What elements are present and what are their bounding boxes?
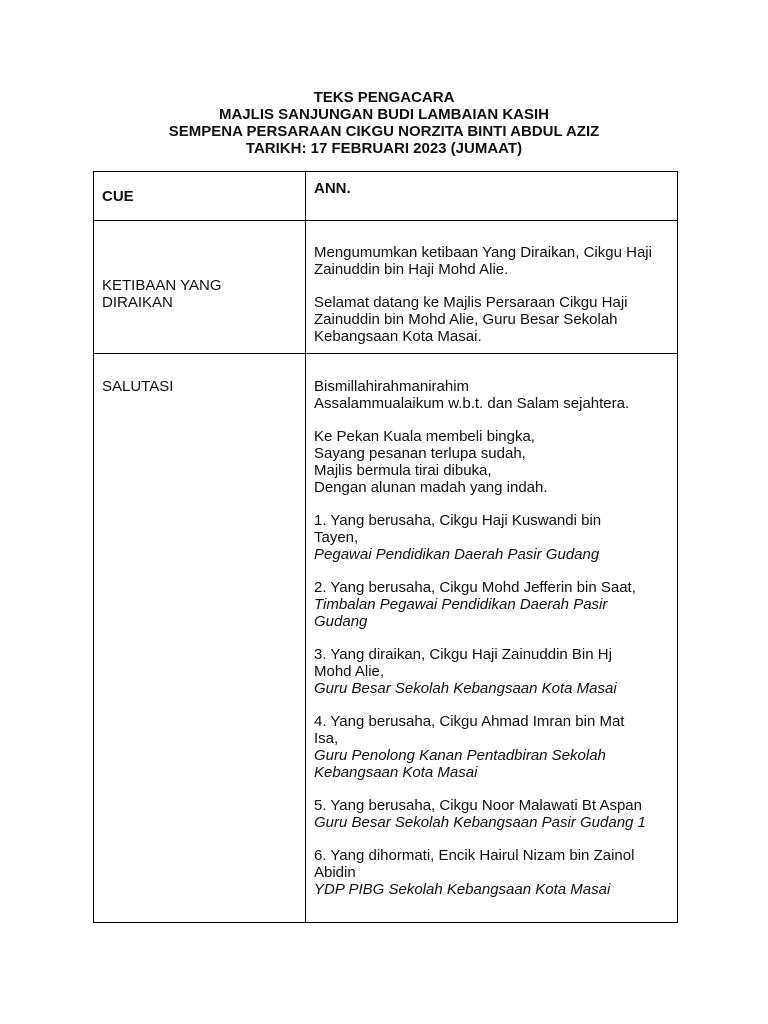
header-event-name: MAJLIS SANJUNGAN BUDI LAMBAIAN KASIH (218, 106, 549, 123)
ann-cell (306, 354, 678, 923)
ann-line: Zainuddin bin Mohd Alie, Guru Besar Sekolah (314, 311, 618, 328)
script-table (93, 171, 678, 923)
salutation-role: Gudang (314, 613, 368, 630)
ann-line: Sayang pesanan terlupa sudah, (314, 445, 526, 462)
ann-line: Majlis bermula tirai dibuka, (314, 462, 492, 479)
ann-paragraph (314, 294, 669, 345)
cue-text: KETIBAAN YANG (102, 277, 222, 294)
salutation-role: Kebangsaan Kota Masai (314, 764, 478, 781)
ann-line: Bismillahirahmanirahim (314, 378, 470, 395)
cue-text: SALUTASI (102, 378, 174, 395)
salutation-item (314, 797, 669, 831)
salutation-name: 5. Yang berusaha, Cikgu Noor Malawati Bt Aspan (314, 797, 642, 814)
ann-line: Assalammualaikum w.b.t. dan Salam sejahtera. (314, 395, 630, 412)
cue-cell (94, 221, 306, 354)
ann-line: Selamat datang ke Majlis Persaraan Cikgu Haji (314, 294, 628, 311)
table-header-row (94, 172, 678, 221)
column-header-cue: CUE (94, 172, 306, 221)
salutation-name: Abidin (314, 864, 356, 881)
column-header-ann: ANN. (306, 172, 678, 221)
salutation-name: Tayen, (314, 529, 359, 546)
salutation-role: Guru Besar Sekolah Kebangsaan Kota Masai (314, 680, 617, 697)
header-date: TARIKH: 17 FEBRUARI 2023 (JUMAAT) (245, 140, 523, 157)
salutation-role: Pegawai Pendidikan Daerah Pasir Gudang (314, 546, 600, 563)
cue-cell (94, 354, 306, 923)
ann-line: Ke Pekan Kuala membeli bingka, (314, 428, 535, 445)
salutation-item (314, 579, 669, 630)
table-row (94, 221, 678, 354)
salutation-name: 3. Yang diraikan, Cikgu Haji Zainuddin Bin Hj (314, 646, 612, 663)
salutation-name: 1. Yang berusaha, Cikgu Haji Kuswandi bin (314, 512, 602, 529)
salutation-item (314, 713, 669, 781)
pantun-paragraph (314, 428, 669, 496)
header-occasion: SEMPENA PERSARAAN CIKGU NORZITA BINTI ABDUL AZIZ (168, 123, 600, 140)
ann-line: Dengan alunan madah yang indah. (314, 479, 548, 496)
ann-paragraph (314, 244, 669, 278)
ann-line: Zainuddin bin Haji Mohd Alie. (314, 261, 509, 278)
salutation-name: Mohd Alie, (314, 663, 385, 680)
greeting-paragraph (314, 378, 669, 412)
ann-cell (306, 221, 678, 354)
salutation-role: Guru Besar Sekolah Kebangsaan Pasir Gudang 1 (314, 814, 646, 831)
salutation-item (314, 646, 669, 697)
salutation-name: Isa, (314, 730, 339, 747)
salutation-name: 6. Yang dihormati, Encik Hairul Nizam bin Zainol (314, 847, 635, 864)
salutation-name: 4. Yang berusaha, Cikgu Ahmad Imran bin Mat (314, 713, 625, 730)
salutation-item (314, 847, 669, 898)
salutation-role: YDP PIBG Sekolah Kebangsaan Kota Masai (314, 881, 611, 898)
table-row (94, 354, 678, 923)
salutation-item (314, 512, 669, 563)
ann-line: Mengumumkan ketibaan Yang Diraikan, Cikgu Haji (314, 244, 652, 261)
header-title: TEKS PENGACARA (313, 89, 455, 106)
cue-text: DIRAIKAN (102, 294, 173, 311)
salutation-role: Timbalan Pegawai Pendidikan Daerah Pasir (314, 596, 608, 613)
document-header (0, 89, 768, 157)
salutation-role: Guru Penolong Kanan Pentadbiran Sekolah (314, 747, 606, 764)
salutation-name: 2. Yang berusaha, Cikgu Mohd Jefferin bin Saat, (314, 579, 636, 596)
ann-line: Kebangsaan Kota Masai. (314, 328, 482, 345)
